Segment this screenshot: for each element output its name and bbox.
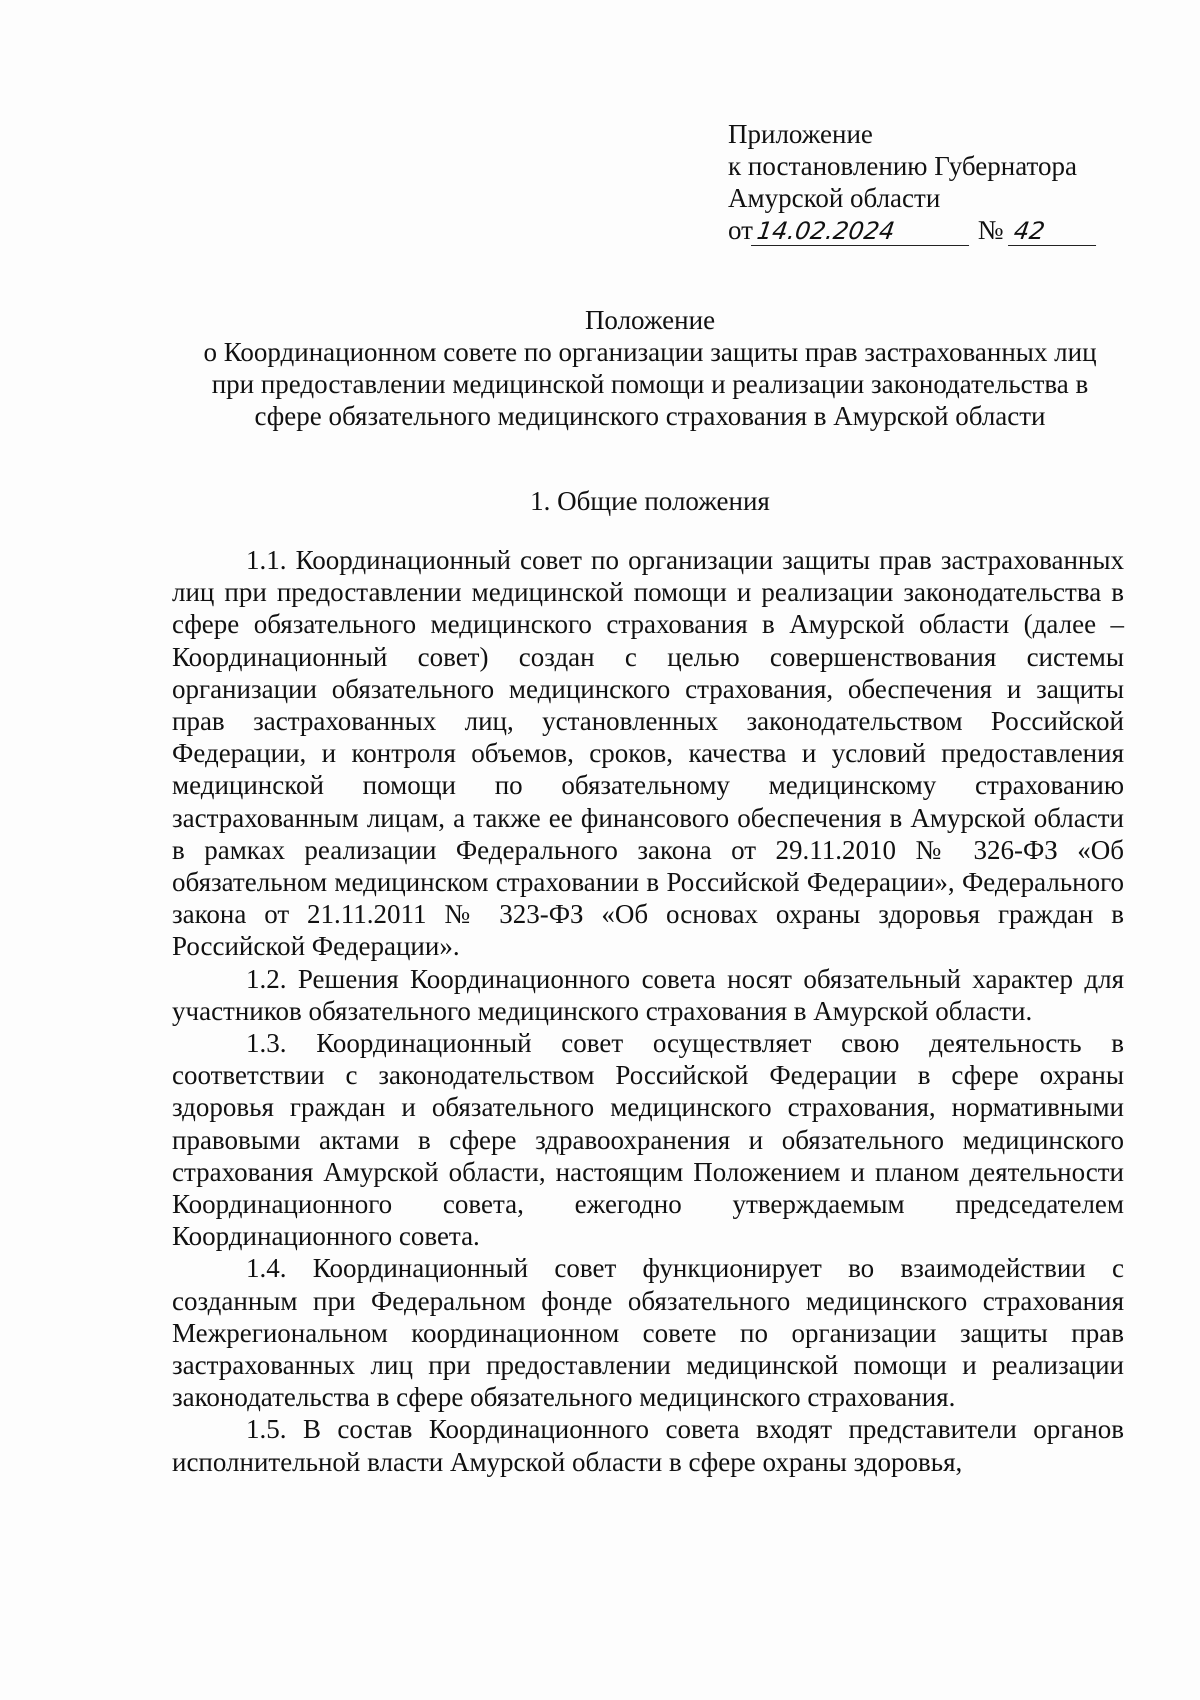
appendix-date-line bbox=[728, 214, 1098, 246]
date-prefix: от bbox=[728, 215, 753, 245]
title-line-1: о Координационном совете по организации защиты прав застрахованных лиц bbox=[203, 337, 1097, 367]
title-line-3: сфере обязательного медицинского страхования в Амурской области bbox=[254, 401, 1046, 431]
paragraph-1-2: 1.2. Решения Координационного совета носят обязательный характер для участников обязательного медицинского страхования в Амурской области. bbox=[172, 963, 1124, 1026]
paragraph-1-1: 1.1. Координационный совет по организации защиты прав застрахованных лиц при предоставлении медицинской помощи и реализации законодательства в сфере обязательного медицинского страхования в Амурской области (далее – Координационный совет) создан с целью совершенствования системы организации обязательного медицинского страхования, обеспечения и защиты прав застрахованных лиц, установленных законодательством Российской Федерации, и контроля объемов, сроков, качества и условий предоставления медицинской помощи по обязательному медицинскому страхованию застрахованным лицам, а также ее финансового обеспечения в Амурской области в рамках реализации Федерального закона от 29.11.2010 № 326-ФЗ «Об обязательном медицинском страховании в Российской Федерации», Федерального закона от 21.11.2011 № 323-ФЗ «Об основах охраны здоровья граждан в Российской Федерации». bbox=[172, 545, 1124, 962]
handwritten-number: 42 bbox=[1008, 217, 1100, 246]
appendix-label: Приложение bbox=[728, 119, 873, 149]
paragraph-1-5: 1.5. В состав Координационного совета входят представители органов исполнительной власти Амурской области в сфере охраны здоровья, bbox=[172, 1414, 1124, 1477]
section-heading: 1. Общие положения bbox=[530, 486, 770, 516]
paragraph-1-4: 1.4. Координационный совет функционирует во взаимодействии с созданным при Федеральном фонде обязательного медицинского страхования Межрегиональном координационном совете по организации защиты прав застрахованных лиц при предоставлении медицинской помощи и реализации законодательства в сфере обязательного медицинского страхования. bbox=[172, 1253, 1124, 1413]
title-line-2: при предоставлении медицинской помощи и реализации законодательства в bbox=[211, 369, 1089, 399]
number-prefix: № bbox=[977, 215, 1004, 245]
document-body bbox=[172, 544, 1124, 1478]
title-heading: Положение bbox=[584, 305, 716, 335]
paragraph-1-3: 1.3. Координационный совет осуществляет свою деятельность в соответствии с законодательством Российской Федерации в сфере охраны здоровья граждан и обязательного медицинского страхования, нормативными правовыми актами в сфере здравоохранения и обязательного медицинского страхования Амурской области, настоящим Положением и планом деятельности Координационного совета, ежегодно утверждаемым председателем Координационного совета. bbox=[172, 1028, 1124, 1252]
appendix-region: Амурской области bbox=[728, 183, 941, 213]
appendix-reference: к постановлению Губернатора bbox=[728, 151, 1077, 181]
handwritten-date: 14.02.2024 bbox=[751, 217, 973, 246]
document-title bbox=[150, 304, 1150, 432]
appendix-block bbox=[728, 118, 1098, 246]
